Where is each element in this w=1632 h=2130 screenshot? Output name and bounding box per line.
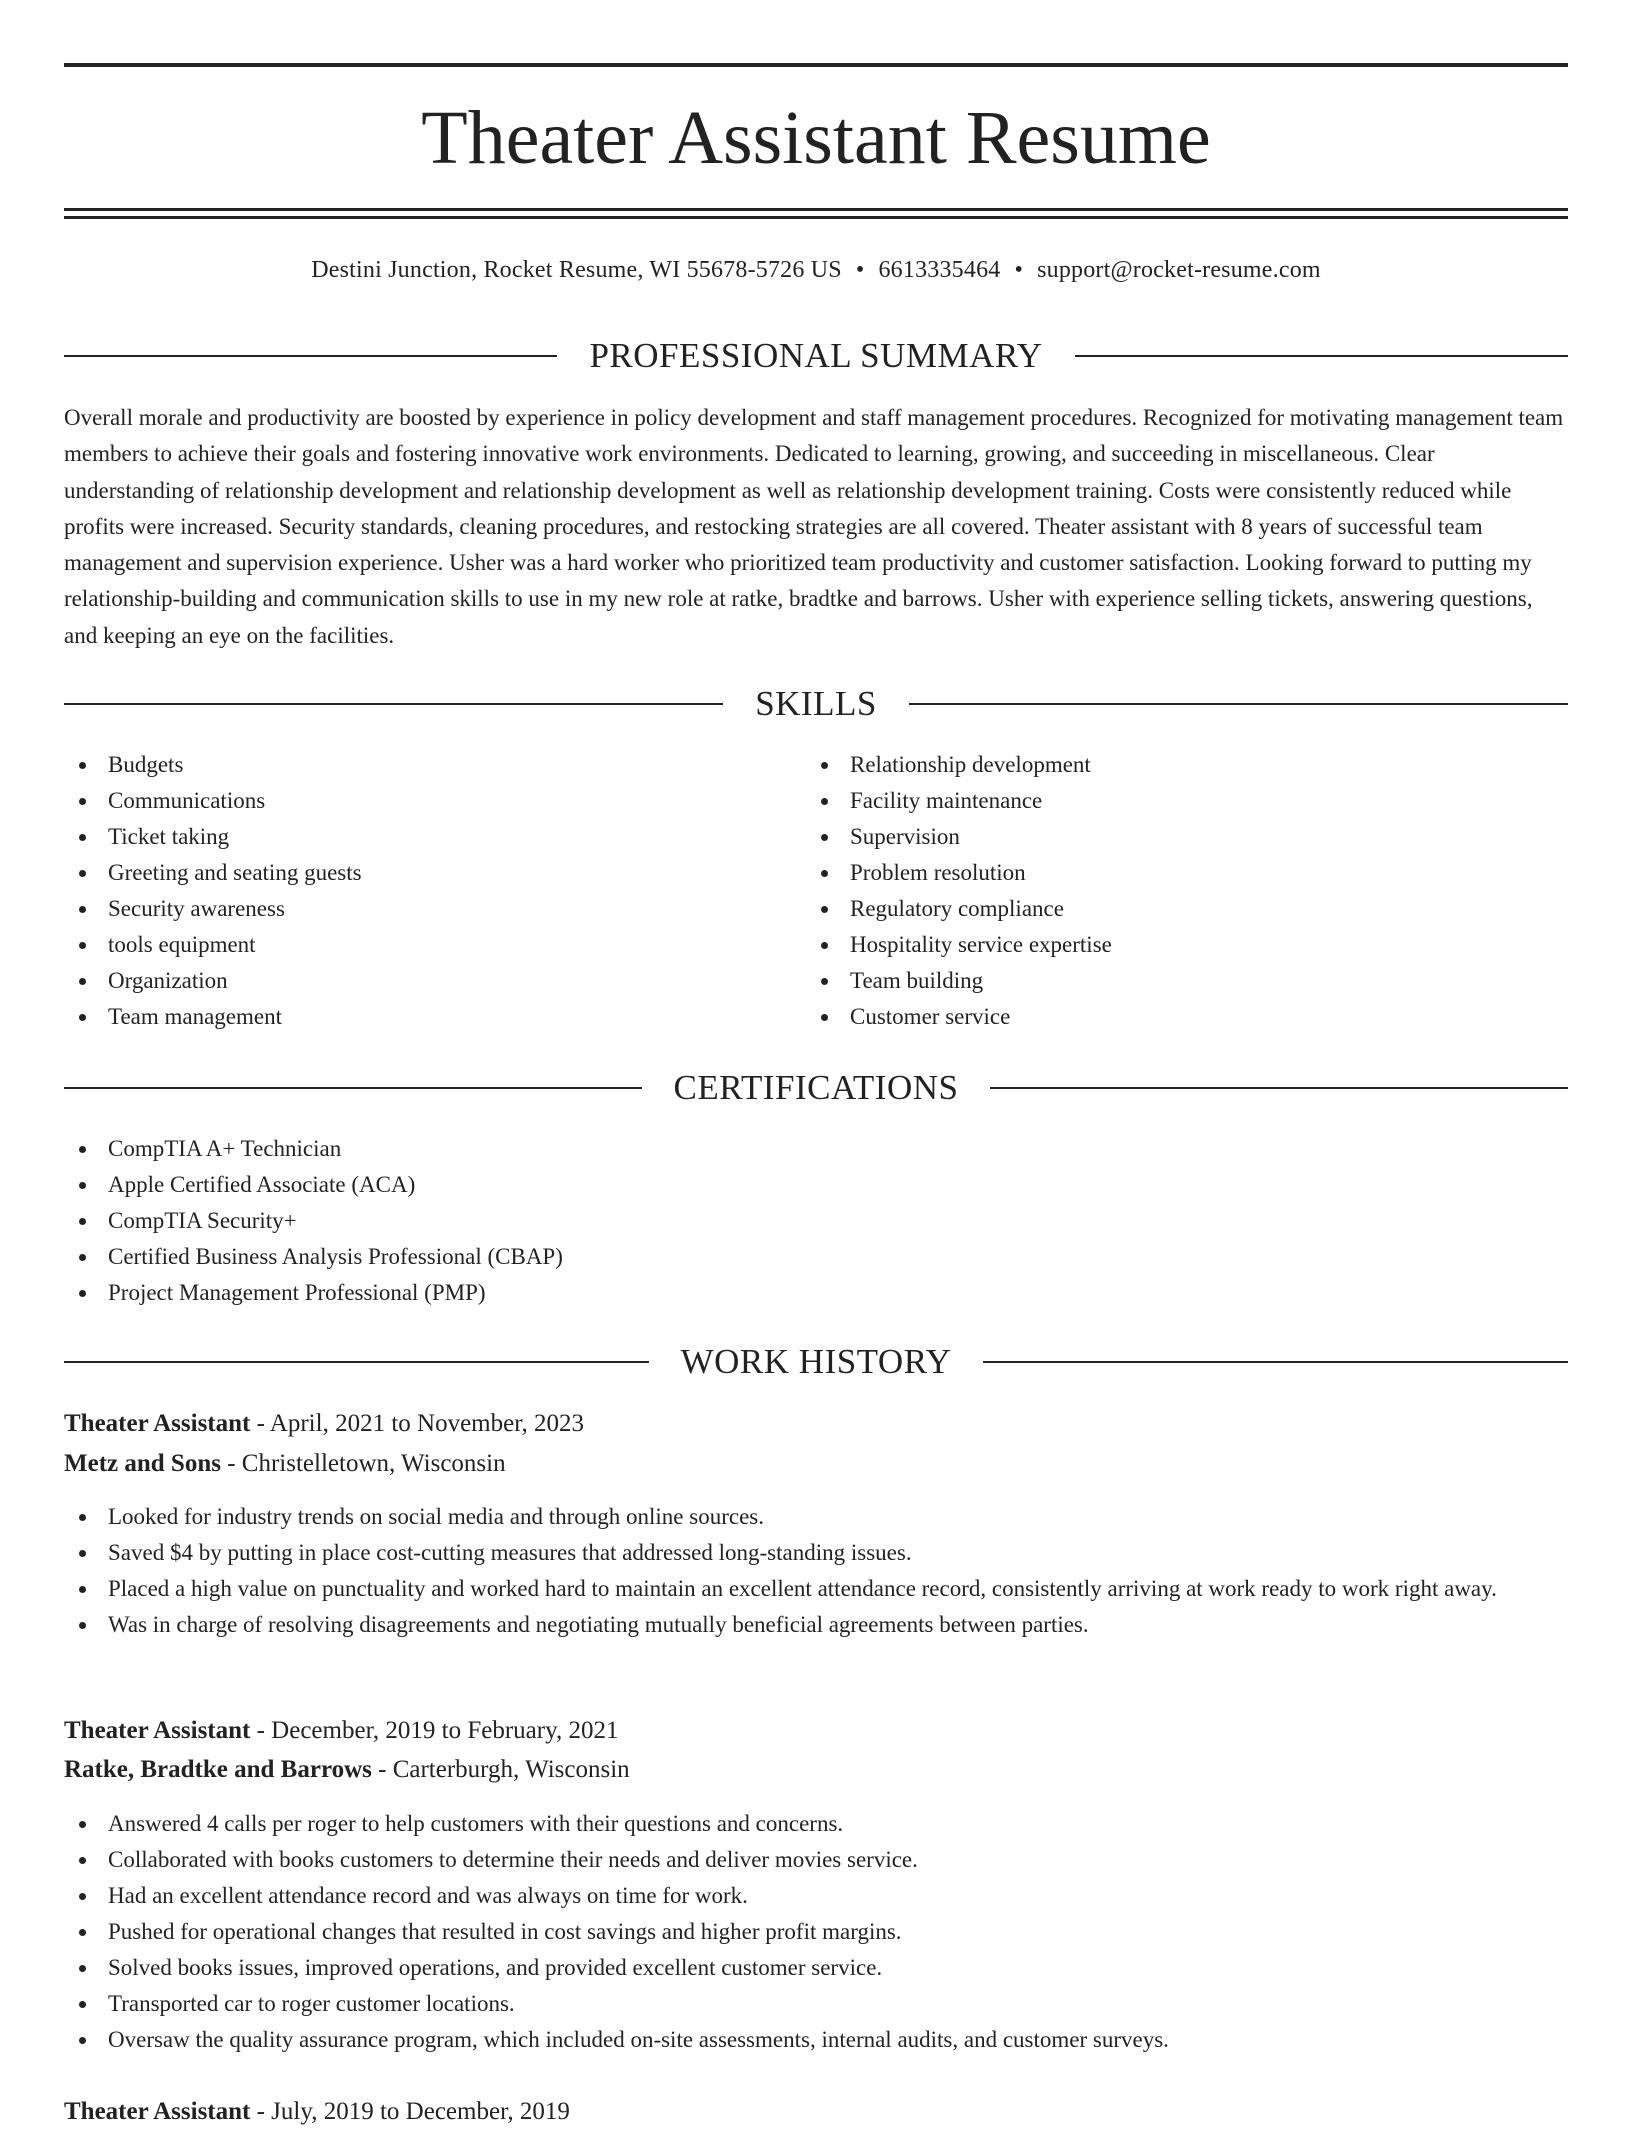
list-item: Project Management Professional (PMP) (64, 1275, 1568, 1311)
list-item: Certified Business Analysis Professional (CBAP) (64, 1239, 1568, 1275)
skills-list-left (64, 747, 764, 1035)
job-dates: - July, 2019 to December, 2019 (256, 2098, 570, 2125)
heading-rule (64, 703, 723, 705)
contact-email: support@rocket-resume.com (1037, 257, 1321, 283)
list-item: Ticket taking (64, 819, 764, 855)
job-title-line (64, 1713, 1568, 1749)
contact-separator: • (1014, 257, 1024, 283)
job-location: - Carterburgh, Wisconsin (378, 1756, 630, 1783)
list-item: Collaborated with books customers to determine their needs and deliver movies service. (64, 1842, 1568, 1878)
list-item: Customer service (806, 999, 1506, 1035)
job-title: Theater Assistant (64, 2098, 251, 2125)
job-dates: - December, 2019 to February, 2021 (256, 1717, 619, 1744)
list-item: Placed a high value on punctuality and worked hard to maintain an excellent attendance record, consistently arriving at work ready to work right away. (64, 1571, 1568, 1607)
summary-heading-label: PROFESSIONAL SUMMARY (589, 336, 1043, 375)
list-item: Transported car to roger customer locations. (64, 1986, 1568, 2022)
heading-rule (990, 1087, 1568, 1089)
job-title: Theater Assistant (64, 1717, 251, 1744)
list-item: tools equipment (64, 927, 764, 963)
contact-address: Destini Junction, Rocket Resume, WI 55678-5726 US (311, 257, 842, 283)
list-item: Communications (64, 783, 764, 819)
job-company: Metz and Sons (64, 1450, 221, 1477)
list-item: Apple Certified Associate (ACA) (64, 1167, 1568, 1203)
title-top-rule (64, 63, 1568, 67)
list-item: Solved books issues, improved operations, and provided excellent customer service. (64, 1950, 1568, 1986)
job-title-line (64, 1406, 1568, 1442)
list-item: Had an excellent attendance record and was always on time for work. (64, 1878, 1568, 1914)
heading-rule (64, 1087, 642, 1089)
list-item: Pushed for operational changes that resulted in cost savings and higher profit margins. (64, 1914, 1568, 1950)
summary-heading (64, 334, 1568, 378)
job-bullets (64, 1499, 1568, 1643)
list-item: Answered 4 calls per roger to help customers with their questions and concerns. (64, 1806, 1568, 1842)
contact-line (64, 254, 1568, 286)
certifications-heading-label: CERTIFICATIONS (673, 1068, 959, 1107)
list-item: Organization (64, 963, 764, 999)
summary-text: Overall morale and productivity are boosted by experience in policy development and staff management procedures. Recognized for motivating management team members to achieve their goals and fostering innovative work environments. Dedicated to learning, growing, and succeeding in miscellaneous. Clear understanding of relationship development and relationship development as well as relationship development training. Costs were consistently reduced while profits were increased. Security standards, cleaning procedures, and restocking strategies are all covered. Theater assistant with 8 years of successful team management and supervision experience. Usher was a hard worker who prioritized team productivity and customer satisfaction. Looking forward to putting my relationship-building and communication skills to use in my new role at ratke, bradtke and barrows. Usher with experience selling tickets, answering questions, and keeping an eye on the facilities. (64, 405, 1564, 648)
resume-title: Theater Assistant Resume (421, 96, 1211, 180)
job-company-line (64, 1446, 1568, 1482)
title-bottom-rule-1 (64, 208, 1568, 211)
list-item: Problem resolution (806, 855, 1506, 891)
job-dates: - April, 2021 to November, 2023 (256, 1410, 585, 1437)
heading-rule (1075, 355, 1568, 357)
certifications-list (64, 1131, 1568, 1311)
heading-rule (909, 703, 1568, 705)
list-item: Hospitality service expertise (806, 927, 1506, 963)
job-title: Theater Assistant (64, 1410, 251, 1437)
list-item: CompTIA A+ Technician (64, 1131, 1568, 1167)
list-item: CompTIA Security+ (64, 1203, 1568, 1239)
list-item: Security awareness (64, 891, 764, 927)
skills-heading (64, 682, 1568, 726)
list-item: Team building (806, 963, 1506, 999)
skills-heading-label: SKILLS (755, 684, 877, 723)
heading-rule (64, 355, 557, 357)
list-item: Facility maintenance (806, 783, 1506, 819)
work-history-heading (64, 1340, 1568, 1384)
list-item: Oversaw the quality assurance program, which included on-site assessments, internal audits, and customer surveys. (64, 2022, 1568, 2058)
list-item: Team management (64, 999, 764, 1035)
list-item: Relationship development (806, 747, 1506, 783)
heading-rule (64, 1361, 649, 1363)
job-title-line (64, 2094, 1568, 2130)
job-company: Ratke, Bradtke and Barrows (64, 1756, 372, 1783)
contact-phone: 6613335464 (878, 257, 1001, 283)
list-item: Budgets (64, 747, 764, 783)
work-history-heading-label: WORK HISTORY (680, 1342, 952, 1381)
contact-separator: • (855, 257, 865, 283)
job-bullets (64, 1806, 1568, 2058)
list-item: Supervision (806, 819, 1506, 855)
list-item: Was in charge of resolving disagreements and negotiating mutually beneficial agreements between parties. (64, 1607, 1568, 1643)
certifications-heading (64, 1066, 1568, 1110)
heading-rule (983, 1361, 1568, 1363)
job-location: - Christelletown, Wisconsin (227, 1450, 506, 1477)
list-item: Regulatory compliance (806, 891, 1506, 927)
list-item: Saved $4 by putting in place cost-cutting measures that addressed long-standing issues. (64, 1535, 1568, 1571)
skills-list-right (806, 747, 1506, 1035)
title-bottom-rule-2 (64, 216, 1568, 219)
list-item: Looked for industry trends on social media and through online sources. (64, 1499, 1568, 1535)
list-item: Greeting and seating guests (64, 855, 764, 891)
job-company-line (64, 1752, 1568, 1788)
